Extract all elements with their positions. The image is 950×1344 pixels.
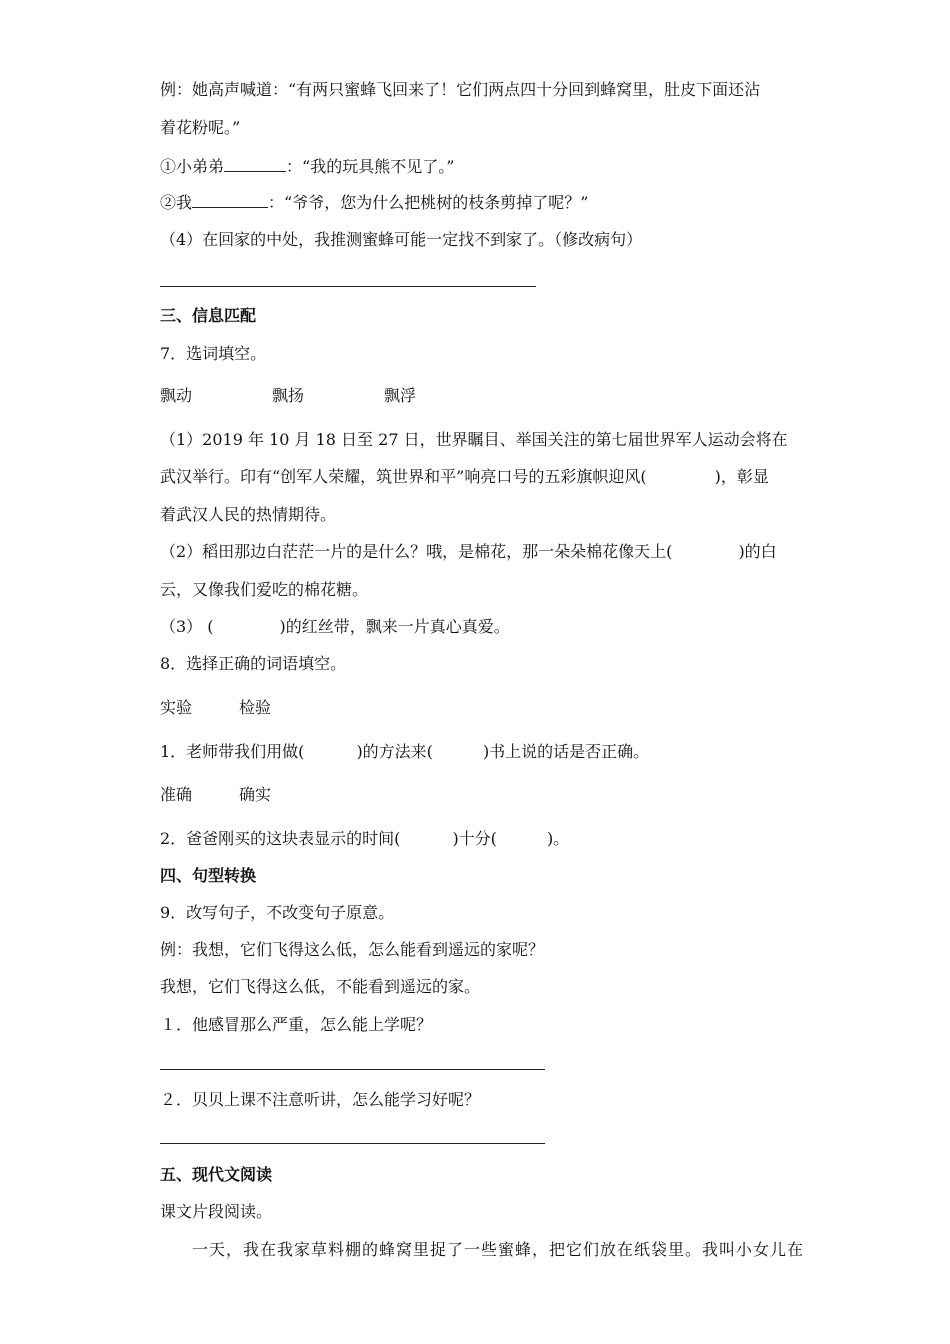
q7-passage-2-line-2: 云，又像我们爱吃的棉花糖。 [160, 580, 369, 599]
answer-blank[interactable] [224, 155, 286, 172]
q7-passage-1-line-3: 着武汉人民的热情期待。 [160, 505, 337, 524]
q9-item-2: ２．贝贝上课不注意听讲，怎么能学习好呢？ [160, 1090, 481, 1109]
answer-blank[interactable] [192, 191, 268, 208]
fill-item-2: ②我 ：“爷爷，您为什么把桃树的枝条剪掉了呢？” [160, 193, 589, 212]
word-option: 飘扬 [272, 386, 305, 405]
section-4-title: 四、句型转换 [160, 866, 257, 885]
question-9: 9．改写句子，不改变句子原意。 [160, 903, 395, 922]
q7-passage-3: （3） ( )的红丝带，飘来一片真心真爱。 [160, 617, 510, 636]
answer-line[interactable] [160, 1069, 545, 1070]
revise-sentence-question: （4）在回家的中处，我推测蜜蜂可能一定找不到家了。（修改病句） [160, 230, 643, 249]
q9-example-answer: 我想，它们飞得这么低，不能看到遥远的家。 [160, 977, 481, 996]
reading-intro: 课文片段阅读。 [160, 1202, 273, 1221]
example-line-1: 例：她高声喊道：“有两只蜜蜂飞回来了！它们两点四十分回到蜂窝里，肚皮下面还沾 [160, 80, 761, 99]
word-option: 准确 [160, 785, 193, 804]
word-option: 飘动 [160, 386, 193, 405]
reading-paragraph: 一天，我在我家草料棚的蜂窝里捉了一些蜜蜂，把它们放在纸袋里。我叫小女儿在 [192, 1240, 805, 1259]
word-option: 检验 [239, 698, 272, 717]
word-bank-8a [160, 697, 271, 719]
section-3-title: 三、信息匹配 [160, 306, 257, 325]
word-option: 飘浮 [384, 386, 417, 405]
q8-sentence-2: 2．爸爸刚买的这块表显示的时间( )十分( )。 [160, 829, 570, 848]
example-line-2: 着花粉呢。” [160, 118, 241, 137]
q9-item-1: １．他感冒那么严重，怎么能上学呢？ [160, 1015, 433, 1034]
answer-line[interactable] [160, 1143, 545, 1144]
question-7: 7．选词填空。 [160, 344, 267, 363]
q7-passage-1-line-1: （1）2019 年 10 月 18 日至 27 日，世界瞩目、举国关注的第七届世界军人运动会将在 [160, 430, 788, 449]
question-8: 8．选择正确的词语填空。 [160, 654, 347, 673]
q7-passage-1-line-2: 武汉举行。印有“创军人荣耀，筑世界和平”响亮口号的五彩旗帜迎风( )，彰显 [160, 467, 769, 486]
word-bank-8b [160, 784, 271, 806]
q9-example-question: 例：我想，它们飞得这么低，怎么能看到遥远的家呢？ [160, 940, 545, 959]
fill-item-1: ①小弟弟 ：“我的玩具熊不见了。” [160, 157, 455, 176]
q7-passage-2-line-1: （2）稻田那边白茫茫一片的是什么？哦，是棉花，那一朵朵棉花像天上( )的白 [160, 542, 777, 561]
section-5-title: 五、现代文阅读 [160, 1165, 273, 1184]
word-option: 确实 [239, 785, 272, 804]
answer-line[interactable] [160, 286, 536, 287]
word-option: 实验 [160, 698, 193, 717]
word-bank-7 [160, 385, 416, 407]
q8-sentence-1: 1．老师带我们用做( )的方法来( )书上说的话是否正确。 [160, 742, 650, 761]
